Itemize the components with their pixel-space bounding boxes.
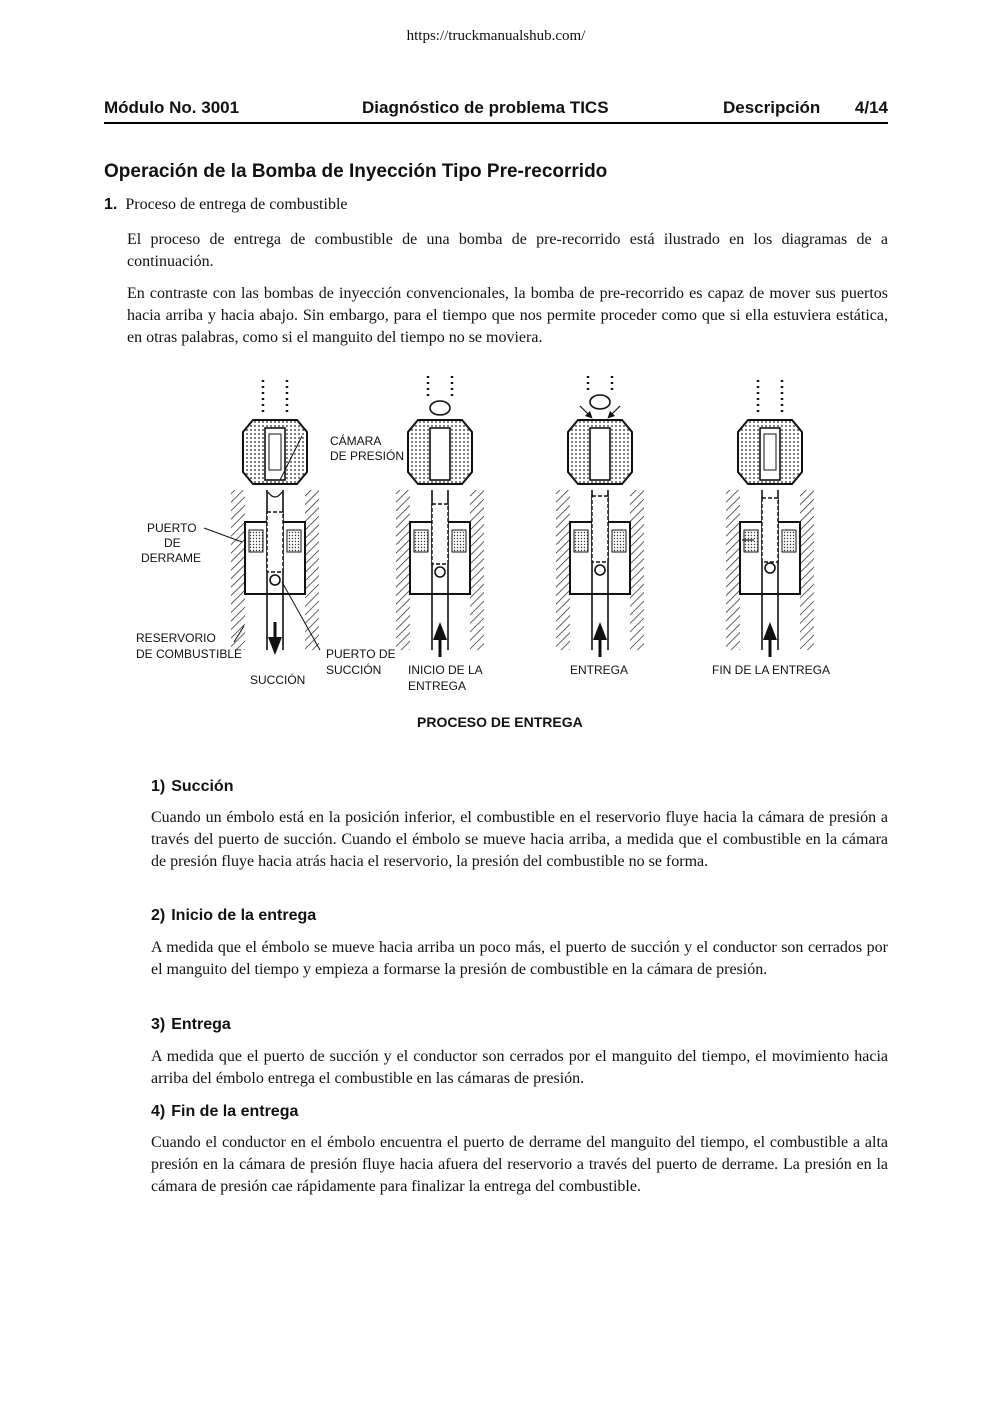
subsection-heading-3: 3) Entrega bbox=[151, 1016, 231, 1033]
figure-caption: PROCESO DE ENTREGA bbox=[417, 714, 583, 730]
label-puerto-derrame-1: PUERTO bbox=[147, 521, 197, 535]
list-item-label: Proceso de entrega de combustible bbox=[125, 196, 348, 213]
subsection-text-1: Cuando un émbolo está en la posición inferior, el combustible en el reservorio fluye hacia la cámara de presión a través del puerto de succión. Cuando el émbolo se mueve hacia arriba, a medida que el combustible en la cámara de presión fluye hacia atrás hacia el reservorio, la presión del combustible no se forma. bbox=[151, 809, 888, 870]
label-reservorio-1: RESERVORIO bbox=[136, 631, 216, 645]
label-puerto-derrame-3: DERRAME bbox=[141, 551, 202, 565]
page-number: 4/14 bbox=[854, 98, 888, 117]
delivery-process-figure bbox=[130, 372, 860, 734]
label-camara-2: DE PRESIÓN bbox=[330, 449, 405, 463]
subsection-heading-4: 4) Fin de la entrega bbox=[151, 1103, 299, 1120]
pump-diagram-start bbox=[396, 376, 484, 657]
stage-label-delivery: ENTREGA bbox=[570, 663, 629, 677]
section-title: Operación de la Bomba de Inyección Tipo Pre-recorrido bbox=[104, 161, 608, 182]
subsection-text-3: A medida que el puerto de succión y el conductor son cerrados por el manguito del tiempo, el movimiento hacia arriba del émbolo entrega el combustible en las cámaras de presión. bbox=[151, 1048, 888, 1087]
intro-paragraph-1: El proceso de entrega de combustible de una bomba de pre-recorrido está ilustrado en los diagramas de a continuación. bbox=[127, 231, 888, 270]
stage-label-end: FIN DE LA ENTREGA bbox=[712, 663, 831, 677]
pump-diagram-delivery bbox=[556, 376, 644, 657]
subsection-heading-1: 1) Succión bbox=[151, 778, 234, 795]
label-camara-1: CÁMARA bbox=[330, 434, 382, 448]
module-number: Módulo No. 3001 bbox=[104, 98, 240, 117]
stage-label-suction: SUCCIÓN bbox=[250, 673, 306, 687]
pump-diagram-suction bbox=[231, 380, 319, 655]
stage-label-start-2: ENTREGA bbox=[408, 679, 467, 693]
pump-diagram-end bbox=[726, 380, 814, 657]
intro-paragraph-2: En contraste con las bombas de inyección convencionales, la bomba de pre-recorrido es capaz de mover sus puertos hacia arriba y hacia abajo. Sin embargo, para el tiempo que nos permite proceder como que si ella estuviera estática, en otras palabras, como si el manguito del tiempo no se moviera. bbox=[127, 285, 888, 346]
source-url[interactable]: https://truckmanualshub.com/ bbox=[406, 28, 586, 44]
diagnostic-title: Diagnóstico de problema TICS bbox=[362, 98, 609, 117]
page-header bbox=[104, 98, 888, 124]
description-label: Descripción bbox=[723, 98, 821, 117]
list-item-1 bbox=[104, 196, 348, 214]
stage-label-start-1: INICIO DE LA bbox=[408, 663, 483, 677]
label-reservorio-2: DE COMBUSTIBLE bbox=[136, 647, 243, 661]
label-puerto-succion-1: PUERTO DE bbox=[326, 647, 396, 661]
list-item-number: 1. bbox=[104, 196, 118, 213]
subsection-text-2: A medida que el émbolo se mueve hacia arriba un poco más, el puerto de succión y el conductor son cerrados por el manguito del tiempo y empieza a formarse la presión de combustible en la cámara de presión. bbox=[151, 939, 888, 978]
subsection-heading-2: 2) Inicio de la entrega bbox=[151, 907, 317, 924]
label-puerto-succion-2: SUCCIÓN bbox=[326, 663, 382, 677]
label-puerto-derrame-2: DE bbox=[164, 536, 181, 550]
subsection-text-4: Cuando el conductor en el émbolo encuentra el puerto de derrame del manguito del tiempo, el combustible a alta presión en la cámara de presión fluye hacia afuera del reservorio a través del puerto de derrame. La presión en la cámara de presión cae rápidamente para finalizar la entrega del combustible. bbox=[151, 1134, 888, 1195]
